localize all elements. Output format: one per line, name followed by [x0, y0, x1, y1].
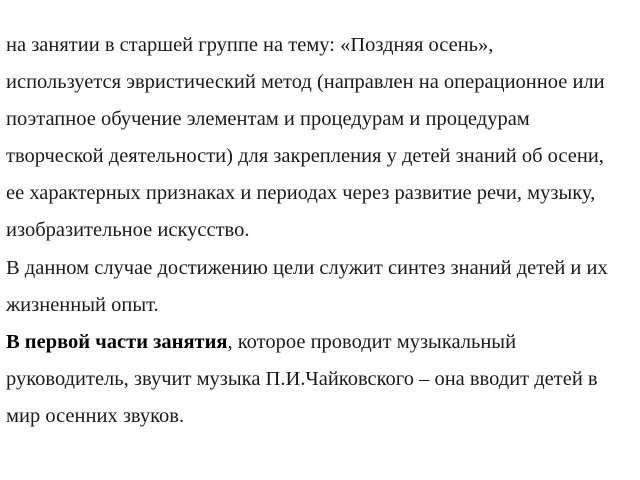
- text-line: жизненный опыт.: [6, 293, 159, 316]
- bold-lead-text: В первой части занятия: [6, 330, 228, 353]
- paragraph-2: [6, 250, 638, 324]
- text-line: руководитель, звучит музыка П.И.Чайковского – она вводит детей в: [6, 367, 598, 390]
- document-text: [6, 27, 638, 435]
- text-line: ее характерных признаках и периодах через развитие речи, музыку,: [6, 182, 596, 205]
- text-line: мир осенних звуков.: [6, 404, 185, 427]
- text-line: творческой деятельности) для закрепления у детей знаний об осени,: [6, 145, 604, 168]
- text-line-rest: , которое проводит музыкальный: [227, 330, 517, 353]
- text-line: [6, 324, 638, 361]
- text-line: на занятии в старшей группе на тему: «Поздняя осень»,: [6, 34, 494, 56]
- text-line: поэтапное обучение элементам и процедурам и процедурам: [6, 108, 530, 131]
- text-line: изобразительное искусство.: [6, 219, 250, 242]
- text-line: В данном случае достижению цели служит синтез знаний детей и их: [6, 256, 608, 279]
- paragraph-1: [6, 27, 638, 250]
- paragraph-3: [6, 324, 638, 435]
- text-line: используется эвристический метод (направлен на операционное или: [6, 71, 605, 94]
